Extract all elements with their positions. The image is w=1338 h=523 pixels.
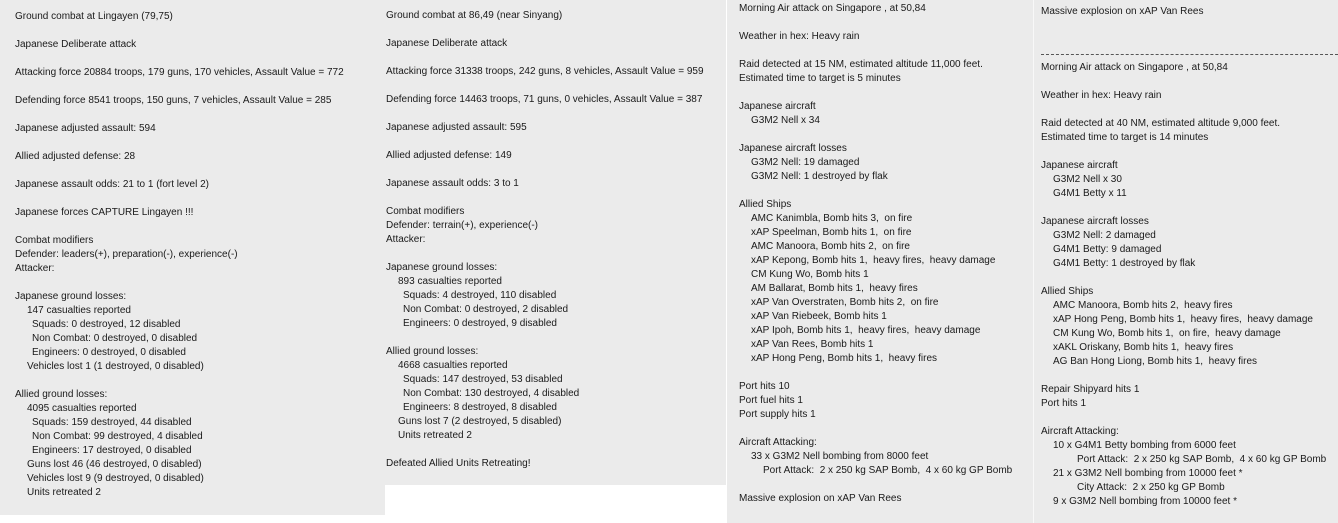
jp-aircraft-item: G4M1 Betty x 11 [1053,188,1127,199]
adjusted-defense: Allied adjusted defense: 28 [15,151,136,162]
separator-line [1041,54,1338,55]
jp-casualties: 147 casualties reported [27,305,131,316]
jp-losses-header: Japanese aircraft losses [1041,216,1149,227]
jp-noncombat: Non Combat: 0 destroyed, 0 disabled [32,333,198,344]
combat-report-sinyang [385,0,726,485]
ship-item: xAP Hong Peng, Bomb hits 1, heavy fires, heavy damage [1053,314,1313,325]
allied-squads: Squads: 159 destroyed, 44 disabled [32,417,192,428]
attacking-header: Aircraft Attacking: [739,437,817,448]
ship-item: xAP Van Rees, Bomb hits 1 [751,339,874,350]
jp-aircraft-header: Japanese aircraft [739,101,816,112]
ship-item: xAP Kepong, Bomb hits 1, heavy fires, heavy damage [751,255,996,266]
report-title: Ground combat at Lingayen (79,75) [15,11,173,22]
ship-item: AM Ballarat, Bomb hits 1, heavy fires [751,283,918,294]
ship-item: AG Ban Hong Liong, Bomb hits 1, heavy fires [1053,356,1257,367]
port-hits: Port hits 1 [1041,398,1087,409]
port-fuel-hits: Port fuel hits 1 [739,395,803,406]
jp-losses-header: Japanese ground losses: [386,262,498,273]
defender-modifiers: Defender: leaders(+), preparation(-), experience(-) [15,249,238,260]
defending-force: Defending force 14463 troops, 71 guns, 0 vehicles, Assault Value = 387 [386,94,703,105]
adjusted-assault: Japanese adjusted assault: 595 [386,122,527,133]
weather: Weather in hex: Heavy rain [1041,90,1162,101]
adjusted-assault: Japanese adjusted assault: 594 [15,123,156,134]
jp-aircraft-header: Japanese aircraft [1041,160,1118,171]
ship-item: xAKL Oriskany, Bomb hits 1, heavy fires [1053,342,1234,353]
ship-item: AMC Manoora, Bomb hits 2, heavy fires [1053,300,1233,311]
attacking-force: Attacking force 20884 troops, 179 guns, 170 vehicles, Assault Value = 772 [15,67,344,78]
jp-squads: Squads: 4 destroyed, 110 disabled [403,290,557,301]
allied-losses-header: Allied ground losses: [15,389,108,400]
jp-aircraft-item: G3M2 Nell x 34 [751,115,820,126]
air-attack-report-2 [1033,0,1338,523]
jp-casualties: 893 casualties reported [398,276,502,287]
capture-message: Japanese forces CAPTURE Lingayen !!! [15,207,194,218]
allied-retreated: Units retreated 2 [27,487,101,498]
explosion-message: Massive explosion on xAP Van Rees [739,493,902,504]
ship-item: CM Kung Wo, Bomb hits 1, on fire, heavy damage [1053,328,1281,339]
ship-item: xAP Hong Peng, Bomb hits 1, heavy fires [751,353,938,364]
allied-noncombat: Non Combat: 99 destroyed, 4 disabled [32,431,203,442]
attack-type: Japanese Deliberate attack [386,38,508,49]
weather: Weather in hex: Heavy rain [739,31,860,42]
allied-casualties: 4668 casualties reported [398,360,508,371]
ship-item: xAP Speelman, Bomb hits 1, on fire [751,227,912,238]
ships-header: Allied Ships [1041,286,1094,297]
ship-item: AMC Manoora, Bomb hits 2, on fire [751,241,910,252]
raid-detected: Raid detected at 40 NM, estimated altitude 9,000 feet. [1041,118,1281,129]
modifiers-header: Combat modifiers [15,235,94,246]
attack-detail: Port Attack: 2 x 250 kg SAP Bomb, 4 x 60 kg GP Bomb [1077,454,1327,465]
allied-noncombat: Non Combat: 130 destroyed, 4 disabled [403,388,580,399]
attacking-force: Attacking force 31338 troops, 242 guns, 8 vehicles, Assault Value = 959 [386,66,704,77]
assault-odds: Japanese assault odds: 21 to 1 (fort level 2) [15,179,210,190]
attack-type: Japanese Deliberate attack [15,39,137,50]
eta: Estimated time to target is 5 minutes [739,73,901,84]
jp-noncombat: Non Combat: 0 destroyed, 2 disabled [403,304,569,315]
allied-guns: Guns lost 46 (46 destroyed, 0 disabled) [27,459,202,470]
ship-item: CM Kung Wo, Bomb hits 1 [751,269,869,280]
combat-report-lingayen [0,0,385,515]
attacker-modifiers: Attacker: [15,263,55,274]
report-title: Morning Air attack on Singapore , at 50,84 [1041,62,1228,73]
jp-squads: Squads: 0 destroyed, 12 disabled [32,319,181,330]
allied-vehicles: Vehicles lost 9 (9 destroyed, 0 disabled) [27,473,204,484]
ship-item: xAP Van Overstraten, Bomb hits 2, on fire [751,297,939,308]
attack-detail: City Attack: 2 x 250 kg GP Bomb [1077,482,1225,493]
jp-loss-item: G3M2 Nell: 1 destroyed by flak [751,171,888,182]
report-title: Ground combat at 86,49 (near Sinyang) [386,10,563,21]
repair-shipyard-hits: Repair Shipyard hits 1 [1041,384,1140,395]
attack-group: 21 x G3M2 Nell bombing from 10000 feet * [1053,468,1243,479]
attack-group: 33 x G3M2 Nell bombing from 8000 feet [751,451,929,462]
explosion-message: Massive explosion on xAP Van Rees [1041,6,1204,17]
jp-losses-header: Japanese ground losses: [15,291,127,302]
attack-group: 10 x G4M1 Betty bombing from 6000 feet [1053,440,1236,451]
defender-modifiers: Defender: terrain(+), experience(-) [386,220,539,231]
ships-header: Allied Ships [739,199,792,210]
modifiers-header: Combat modifiers [386,206,465,217]
jp-vehicles: Vehicles lost 1 (1 destroyed, 0 disabled) [27,361,204,372]
ship-item: AMC Kanimbla, Bomb hits 3, on fire [751,213,913,224]
allied-squads: Squads: 147 destroyed, 53 disabled [403,374,563,385]
eta: Estimated time to target is 14 minutes [1041,132,1209,143]
attack-detail: Port Attack: 2 x 250 kg SAP Bomb, 4 x 60 kg GP Bomb [763,465,1013,476]
air-attack-report-1 [727,0,1033,523]
ship-item: xAP Ipoh, Bomb hits 1, heavy fires, heavy damage [751,325,981,336]
port-hits: Port hits 10 [739,381,790,392]
allied-losses-header: Allied ground losses: [386,346,479,357]
raid-detected: Raid detected at 15 NM, estimated altitude 11,000 feet. [739,59,983,70]
allied-guns: Guns lost 7 (2 destroyed, 5 disabled) [398,416,562,427]
port-supply-hits: Port supply hits 1 [739,409,816,420]
allied-engineers: Engineers: 8 destroyed, 8 disabled [403,402,557,413]
allied-engineers: Engineers: 17 destroyed, 0 disabled [32,445,192,456]
adjusted-defense: Allied adjusted defense: 149 [386,150,512,161]
jp-engineers: Engineers: 0 destroyed, 0 disabled [32,347,186,358]
attacker-modifiers: Attacker: [386,234,426,245]
jp-loss-item: G4M1 Betty: 1 destroyed by flak [1053,258,1196,269]
defending-force: Defending force 8541 troops, 150 guns, 7 vehicles, Assault Value = 285 [15,95,332,106]
combat-result: Defeated Allied Units Retreating! [386,458,531,469]
report-title: Morning Air attack on Singapore , at 50,84 [739,3,926,14]
assault-odds: Japanese assault odds: 3 to 1 [386,178,519,189]
jp-loss-item: G4M1 Betty: 9 damaged [1053,244,1162,255]
attacking-header: Aircraft Attacking: [1041,426,1119,437]
jp-losses-header: Japanese aircraft losses [739,143,847,154]
jp-aircraft-item: G3M2 Nell x 30 [1053,174,1122,185]
jp-loss-item: G3M2 Nell: 19 damaged [751,157,860,168]
allied-casualties: 4095 casualties reported [27,403,137,414]
ship-item: xAP Van Riebeek, Bomb hits 1 [751,311,887,322]
jp-engineers: Engineers: 0 destroyed, 9 disabled [403,318,557,329]
jp-loss-item: G3M2 Nell: 2 damaged [1053,230,1156,241]
attack-group: 9 x G3M2 Nell bombing from 10000 feet * [1053,496,1237,507]
allied-retreated: Units retreated 2 [398,430,472,441]
